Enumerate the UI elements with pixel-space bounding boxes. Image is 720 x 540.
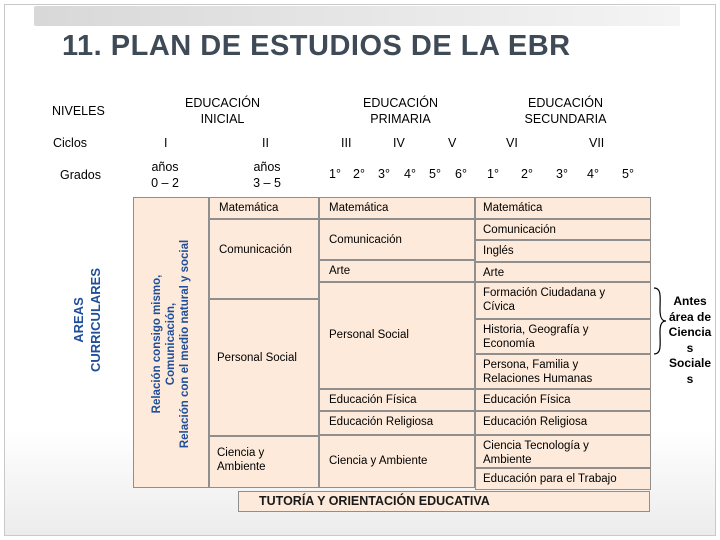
primaria-educacion-religiosa: Educación Religiosa <box>319 411 475 435</box>
primaria-personal-social: Personal Social <box>319 282 475 389</box>
side-note <box>664 294 716 387</box>
side-note-line5: Sociale <box>668 356 712 370</box>
primaria-header-line2: PRIMARIA <box>370 112 431 126</box>
primaria-ciencia-ambiente: Ciencia y Ambiente <box>319 435 475 488</box>
secundaria-comunicacion: Comunicación <box>475 219 651 240</box>
side-note-line4: s <box>686 340 694 355</box>
inicial-ciclo-i-areas <box>133 197 209 488</box>
secundaria-historia-geografia: Historia, Geografía y Economía <box>475 319 651 354</box>
top-decor-bar <box>34 6 680 26</box>
grado-inicial-0-2-line2: 0 – 2 <box>151 176 179 190</box>
secundaria-header <box>498 95 633 127</box>
primaria-arte: Arte <box>319 260 475 282</box>
ciclo-iv: IV <box>393 136 405 150</box>
areas-label-line1: AREAS <box>71 297 86 343</box>
inicial-ciencia-ambiente: Ciencia y Ambiente <box>209 436 319 488</box>
primaria-header <box>338 95 463 127</box>
grado-secundaria-5: 5° <box>622 167 634 181</box>
inicial-personal-social: Personal Social <box>209 299 319 436</box>
grado-inicial-3-5 <box>242 159 292 191</box>
secundaria-educacion-trabajo: Educación para el Trabajo <box>475 468 651 490</box>
ciclo-vii: VII <box>589 136 605 150</box>
grado-primaria-4: 4° <box>404 167 416 181</box>
inicial-i-line2: Comunicación, <box>165 302 177 386</box>
grado-secundaria-1: 1° <box>487 167 499 181</box>
side-note-line3: Ciencia <box>668 325 712 339</box>
grado-primaria-6: 6° <box>455 167 467 181</box>
grado-secundaria-4: 4° <box>587 167 599 181</box>
secundaria-ciencia-tecnologia: Ciencia Tecnología y Ambiente <box>475 435 651 468</box>
grado-secundaria-3: 3° <box>556 167 568 181</box>
inicial-header <box>160 95 285 127</box>
side-note-line6: s <box>686 371 694 386</box>
grado-primaria-5: 5° <box>429 167 441 181</box>
grado-inicial-3-5-line2: 3 – 5 <box>253 176 281 190</box>
primaria-matematica: Matemática <box>319 197 475 219</box>
primaria-educacion-fisica: Educación Física <box>319 389 475 411</box>
areas-label-line2: CURRICULARES <box>88 268 103 372</box>
secundaria-educacion-religiosa: Educación Religiosa <box>475 411 651 435</box>
grado-primaria-1: 1° <box>329 167 341 181</box>
secundaria-header-line1: EDUCACIÓN <box>527 96 603 110</box>
secundaria-matematica: Matemática <box>475 197 651 219</box>
secundaria-ingles: Inglés <box>475 240 651 262</box>
side-note-line2: área de <box>668 309 712 324</box>
grado-primaria-2: 2° <box>353 167 365 181</box>
primaria-comunicacion: Comunicación <box>319 219 475 260</box>
ciclo-ii: II <box>262 136 269 150</box>
side-note-line1: Antes <box>673 294 707 308</box>
ciclo-i: I <box>164 136 168 150</box>
inicial-comunicacion: Comunicación <box>209 219 319 299</box>
ciclo-v: V <box>448 136 457 150</box>
grado-inicial-3-5-line1: años <box>253 160 281 174</box>
tutoria-bar: TUTORÍA Y ORIENTACIÓN EDUCATIVA <box>238 491 650 512</box>
secundaria-header-line2: SECUNDARIA <box>524 112 607 126</box>
inicial-i-line3: Relación con el medio natural y social <box>179 239 191 449</box>
ciclos-label: Ciclos <box>53 136 88 150</box>
secundaria-formacion-ciudadana: Formación Ciudadana y Cívica <box>475 282 651 319</box>
secundaria-persona-familia: Persona, Familia y Relaciones Humanas <box>475 354 651 389</box>
ciclo-iii: III <box>341 136 352 150</box>
grado-secundaria-2: 2° <box>521 167 533 181</box>
inicial-header-line1: EDUCACIÓN <box>184 96 260 110</box>
inicial-header-line2: INICIAL <box>200 112 245 126</box>
grado-inicial-0-2-line1: años <box>151 160 179 174</box>
page-title: 11. PLAN DE ESTUDIOS DE LA EBR <box>62 30 571 62</box>
ciclo-vi: VI <box>506 136 518 150</box>
grado-inicial-0-2 <box>140 159 190 191</box>
inicial-i-line1: Relación consigo mismo, <box>151 274 163 414</box>
inicial-ciclo-i-text <box>150 199 194 489</box>
secundaria-arte: Arte <box>475 262 651 282</box>
areas-curriculares-label <box>70 250 110 390</box>
grado-primaria-3: 3° <box>378 167 390 181</box>
niveles-label: NIVELES <box>52 104 105 118</box>
inicial-matematica: Matemática <box>209 197 319 219</box>
secundaria-educacion-fisica: Educación Física <box>475 389 651 411</box>
primaria-header-line1: EDUCACIÓN <box>362 96 438 110</box>
grados-label: Grados <box>60 168 101 182</box>
